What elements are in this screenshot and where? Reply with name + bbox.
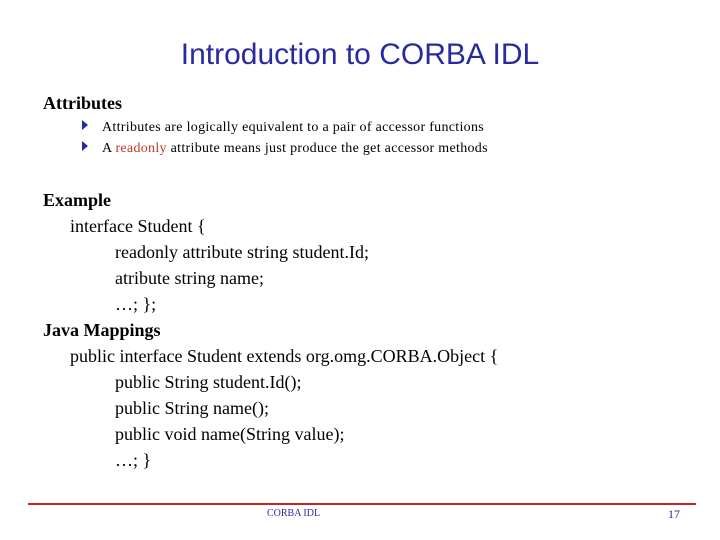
code-line: interface Student {: [70, 216, 206, 236]
attributes-bullet-list: [82, 117, 488, 159]
bullet-text-post: attribute means just produce the get accessor methods: [166, 141, 488, 156]
footer-divider: [28, 503, 696, 505]
code-line: public void name(String value);: [115, 424, 345, 444]
footer-label: CORBA IDL: [267, 508, 321, 519]
code-line: readonly attribute string student.Id;: [115, 242, 369, 262]
example-heading: Example: [43, 190, 112, 210]
code-line: atribute string name;: [115, 268, 264, 288]
bullet-text-pre: A: [102, 141, 116, 156]
bullet-item-accessor: [82, 117, 488, 138]
code-line: …; }: [115, 450, 152, 470]
code-line: public String name();: [115, 398, 269, 418]
slide-title: Introduction to CORBA IDL: [180, 38, 540, 71]
bullet-item-readonly: [82, 138, 488, 159]
triangle-bullet-icon: [82, 141, 88, 151]
code-line: public String student.Id();: [115, 372, 302, 392]
bullet-text: Attributes are logically equivalent to a pair of accessor functions: [102, 120, 485, 135]
java-mappings-heading: Java Mappings: [43, 320, 161, 340]
page-number: 17: [668, 507, 680, 521]
code-line: public interface Student extends org.omg.CORBA.Object {: [70, 346, 499, 366]
triangle-bullet-icon: [82, 120, 88, 130]
attributes-heading: Attributes: [43, 93, 122, 113]
readonly-keyword: readonly: [115, 141, 167, 156]
code-line: …; };: [115, 294, 157, 314]
